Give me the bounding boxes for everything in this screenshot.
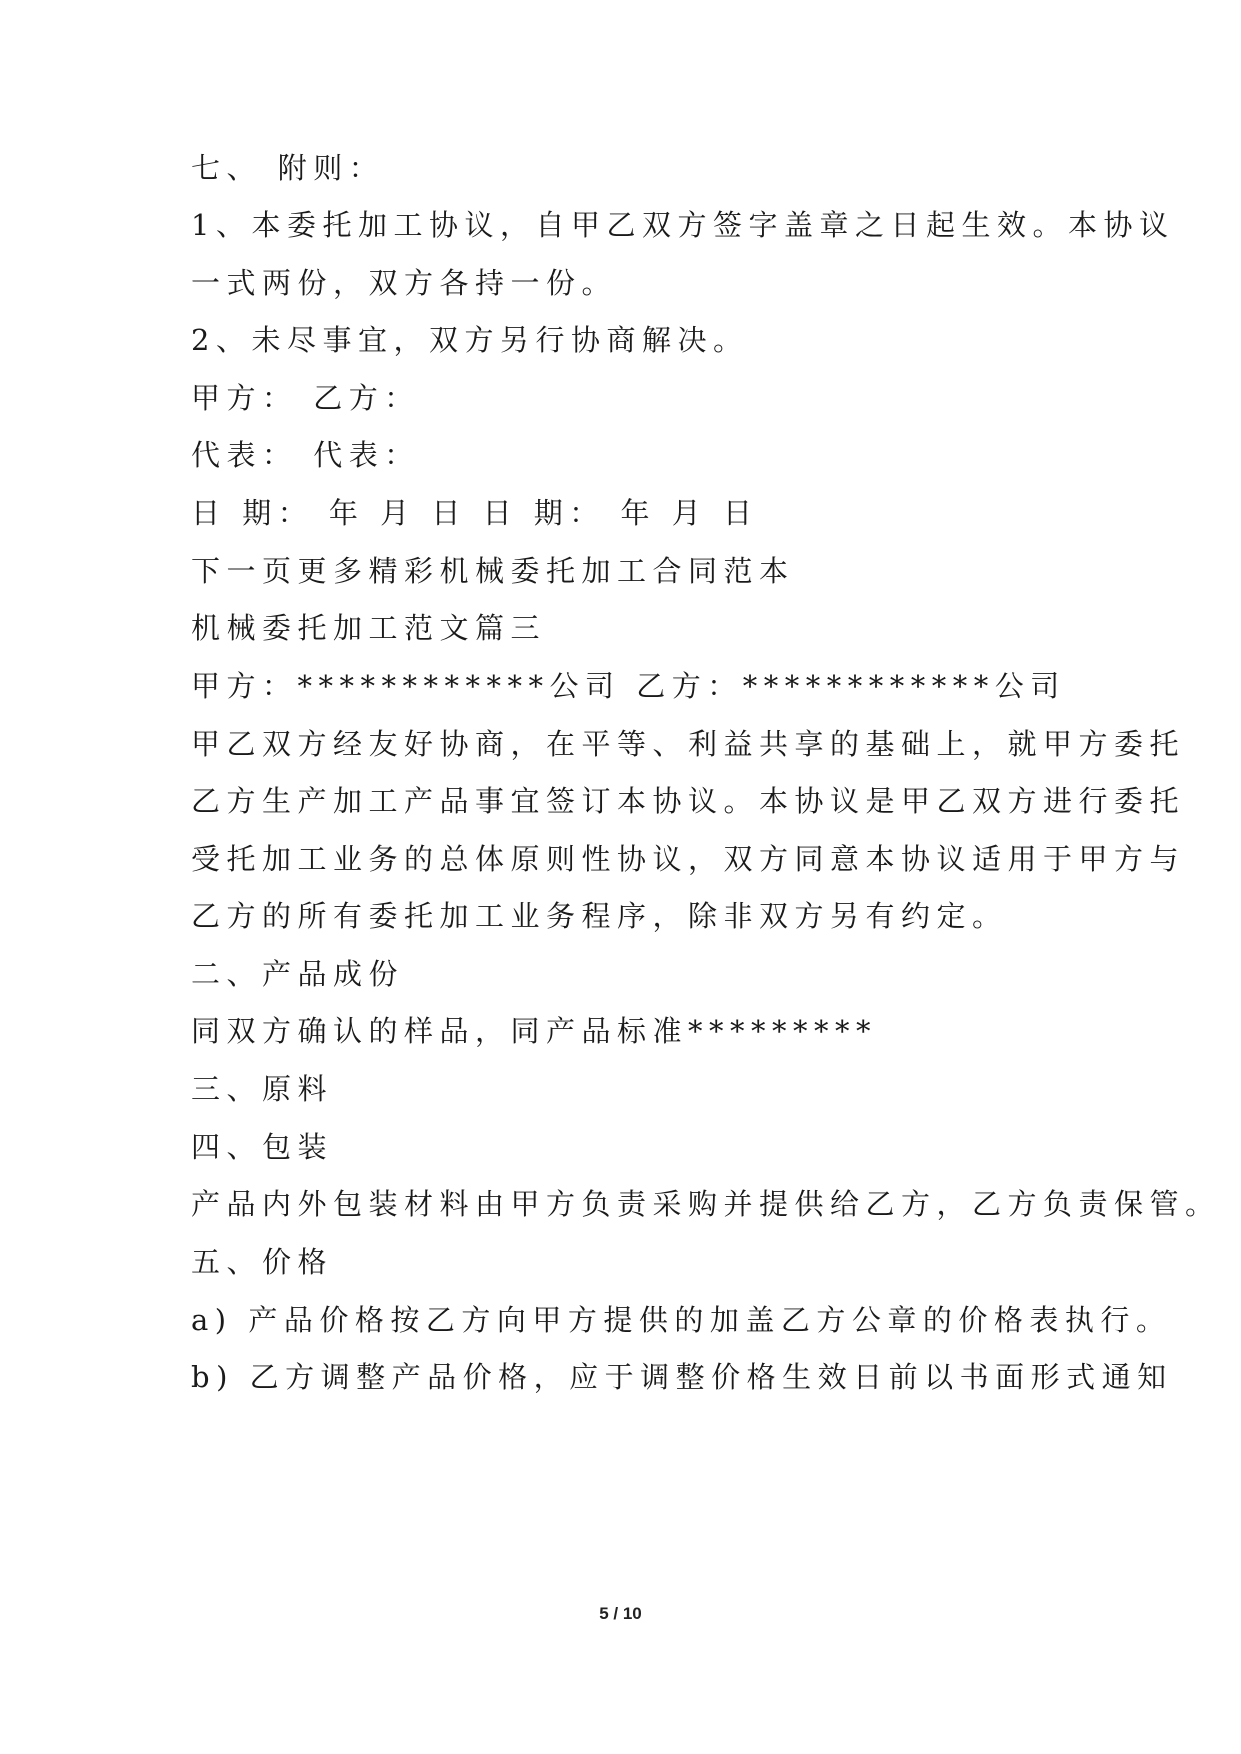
signature-representatives-line: 代表： 代表：: [191, 438, 420, 472]
section-heading-materials: 三、原料: [191, 1072, 334, 1106]
article-title: 机械委托加工范文篇三: [191, 611, 547, 645]
paragraph-line: 受托加工业务的总体原则性协议，双方同意本协议适用于甲方与: [191, 842, 1186, 876]
paragraph-line: 同双方确认的样品，同产品标准*********: [191, 1014, 878, 1048]
paragraph-line: 甲乙双方经友好协商，在平等、利益共享的基础上，就甲方委托: [191, 727, 1186, 761]
section-heading-packaging: 四、包装: [191, 1130, 334, 1164]
paragraph-line: 一式两份，双方各持一份。: [191, 266, 618, 300]
page-number: 5 / 10: [599, 1604, 642, 1623]
paragraph-line: 乙方生产加工产品事宜签订本协议。本协议是甲乙双方进行委托: [191, 784, 1186, 818]
section-heading-composition: 二、产品成份: [191, 957, 405, 991]
next-page-note: 下一页更多精彩机械委托加工合同范本: [191, 554, 795, 588]
paragraph-line: 乙方的所有委托加工业务程序，除非双方另有约定。: [191, 899, 1008, 933]
list-item-a: a) 产品价格按乙方向甲方提供的加盖乙方公章的价格表执行。: [191, 1303, 1172, 1337]
section-heading-price: 五、价格: [191, 1245, 334, 1279]
section-heading-appendix: 七、 附则：: [191, 151, 385, 185]
paragraph-line: 2、未尽事宜，双方另行协商解决。: [191, 323, 749, 357]
paragraph-line: 1、本委托加工协议，自甲乙双方签字盖章之日起生效。本协议: [191, 208, 1175, 242]
signature-parties-line: 甲方： 乙方：: [191, 381, 420, 415]
paragraph-line: 产品内外包装材料由甲方负责采购并提供给乙方，乙方负责保管。: [191, 1187, 1221, 1221]
parties-line: 甲方：************公司 乙方：************公司: [191, 669, 1066, 703]
list-item-b: b) 乙方调整产品价格，应于调整价格生效日前以书面形式通知: [191, 1360, 1173, 1394]
signature-date-line: 日 期： 年 月 日 日 期： 年 月 日: [191, 496, 759, 530]
